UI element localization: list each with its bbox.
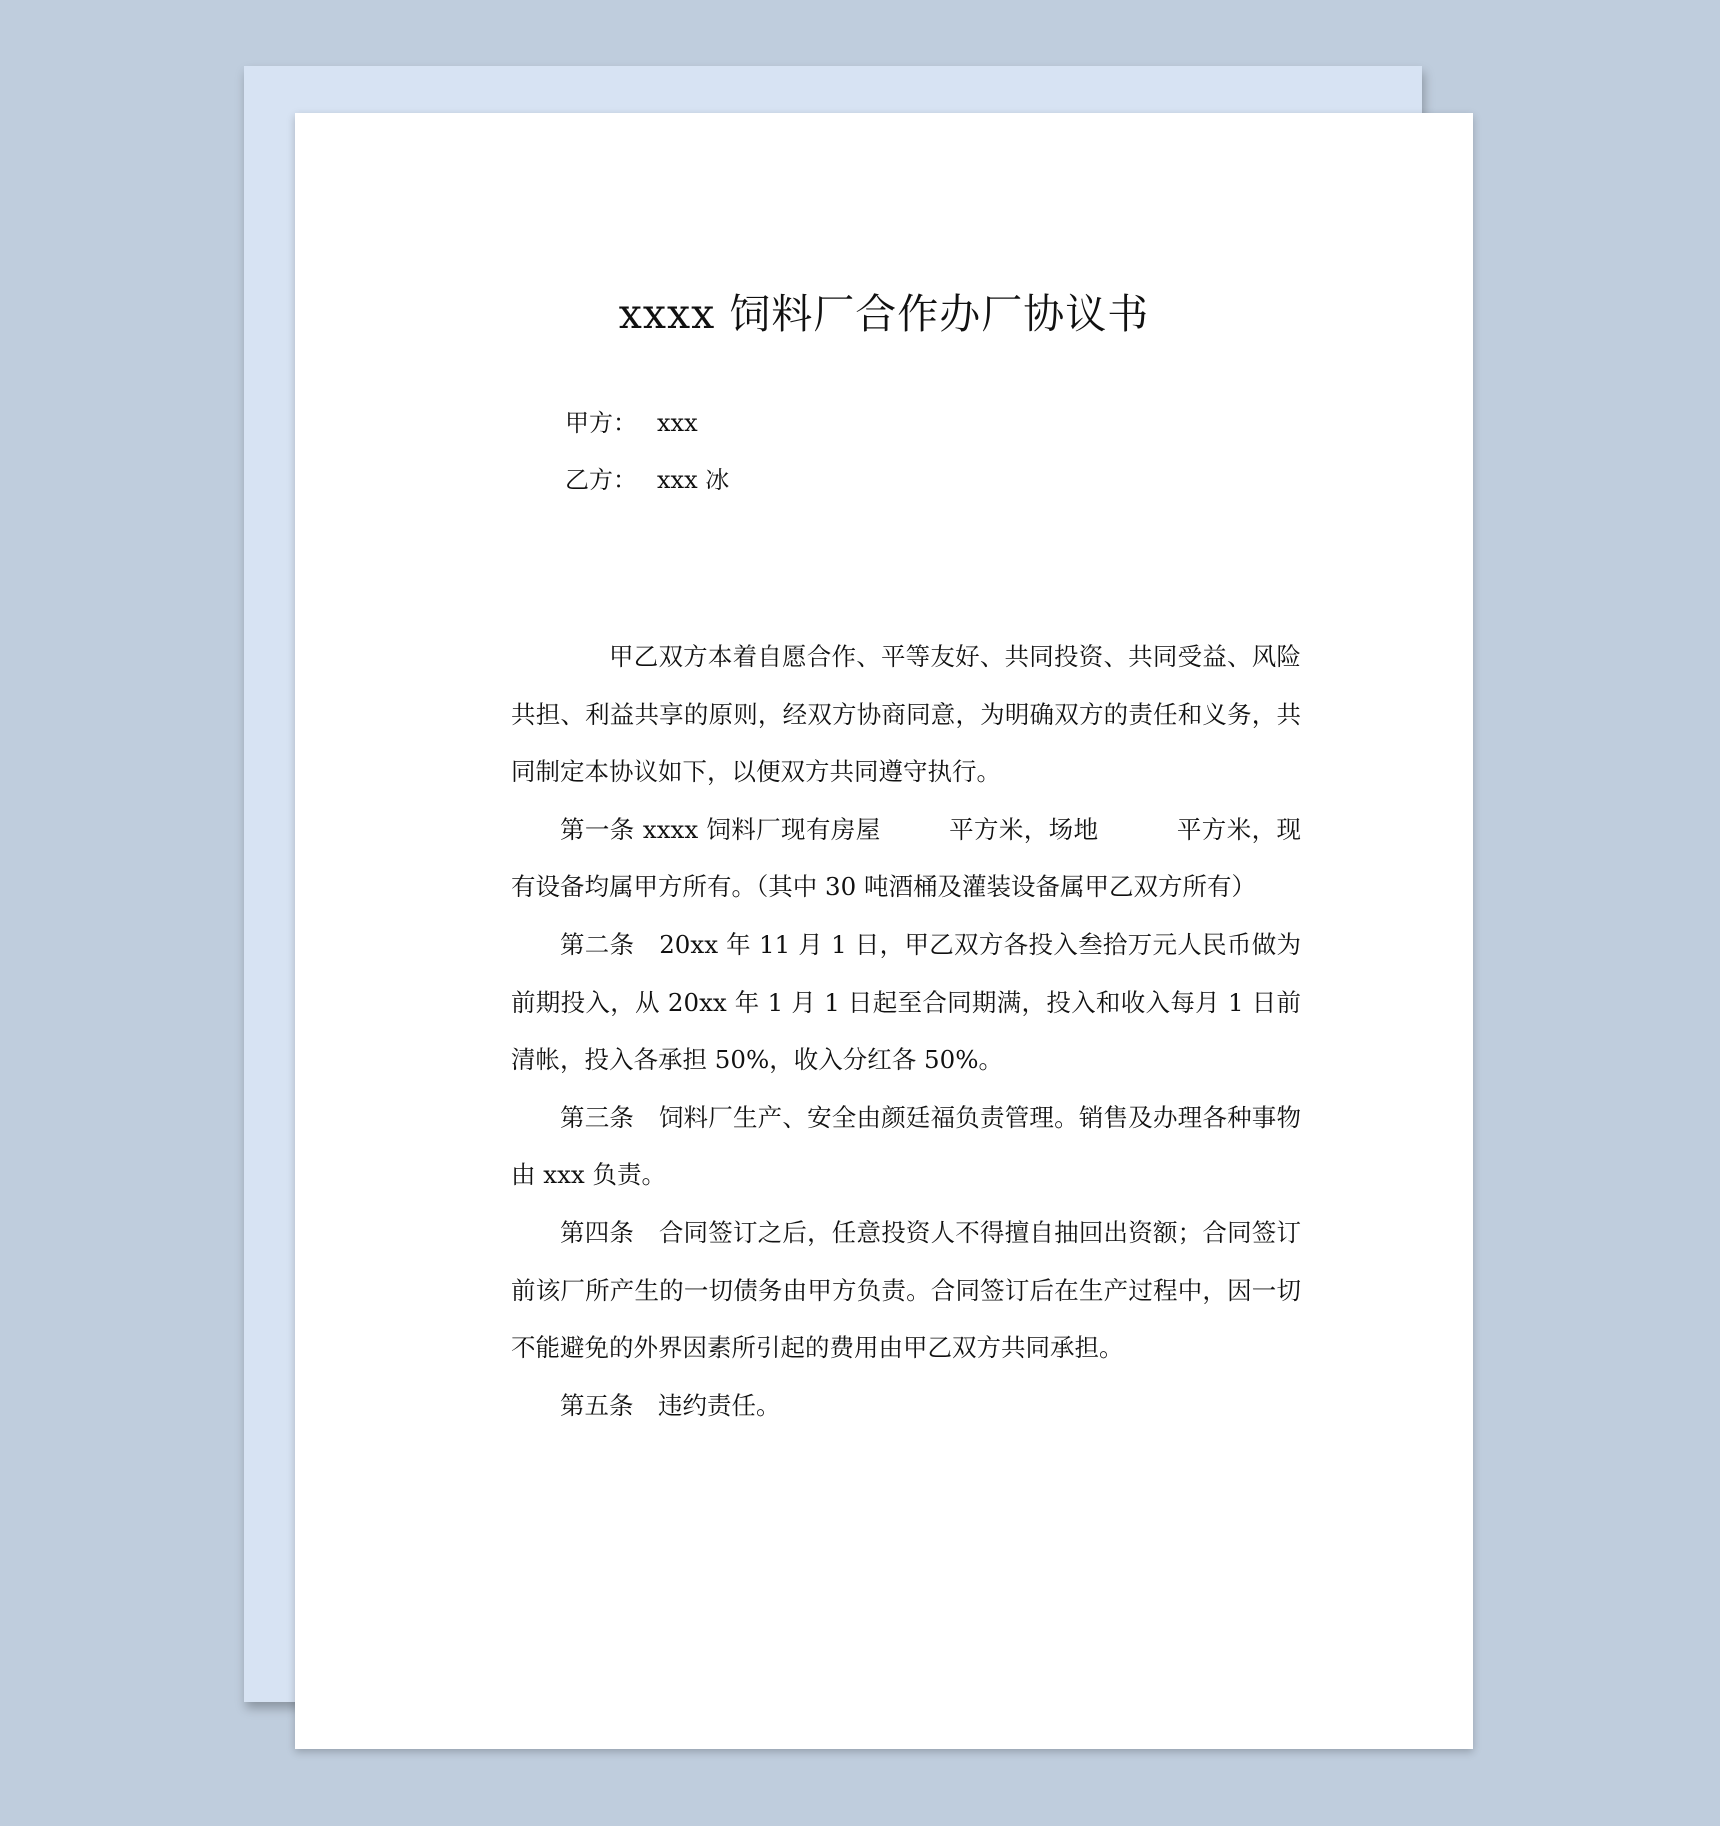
document-page xyxy=(295,113,1473,1749)
article-1-part-1: 第一条 xxxx 饲料厂现有房屋 xyxy=(560,814,881,844)
agreement-body xyxy=(511,628,1301,1434)
article-1 xyxy=(511,801,1301,916)
article-3: 第三条 饲料厂生产、安全由颜廷福负责管理。销售及办理各种事物由 xxx 负责。 xyxy=(511,1102,1301,1190)
article-1-part-3: 平方米，现有设备均属甲方所有。（其中 30 吨酒桶及灌装设备属甲乙双方所有） xyxy=(511,814,1302,902)
document-title: xxxx 饲料厂合作办厂协议书 xyxy=(618,290,1150,338)
party-b-value: xxx 冰 xyxy=(657,466,730,494)
party-a-label: 甲方： xyxy=(565,409,637,437)
party-b-line xyxy=(565,460,729,495)
article-2: 第二条 20xx 年 11 月 1 日，甲乙双方各投入叁拾万元人民币做为前期投入，从 20xx 年 1 月 1 日起至合同期满，投入和收入每月 1 日前清帐，投入各承担 50%，收入分红各 50%。 xyxy=(511,929,1301,1075)
article-1-part-2: 平方米，场地 xyxy=(948,814,1099,844)
article-4: 第四条 合同签订之后，任意投资人不得擅自抽回出资额；合同签订前该厂所产生的一切债务由甲方负责。合同签订后在生产过程中，因一切不能避免的外界因素所引起的费用由甲乙双方共同承担。 xyxy=(511,1217,1301,1363)
intro-paragraph: 甲乙双方本着自愿合作、平等友好、共同投资、共同受益、风险共担、利益共享的原则，经双方协商同意，为明确双方的责任和义务，共同制定本协议如下，以便双方共同遵守执行。 xyxy=(511,642,1301,787)
article-5: 第五条 违约责任。 xyxy=(560,1390,781,1420)
party-a-line xyxy=(565,403,698,438)
party-b-label: 乙方： xyxy=(565,466,637,494)
party-a-value: xxx xyxy=(657,409,698,437)
